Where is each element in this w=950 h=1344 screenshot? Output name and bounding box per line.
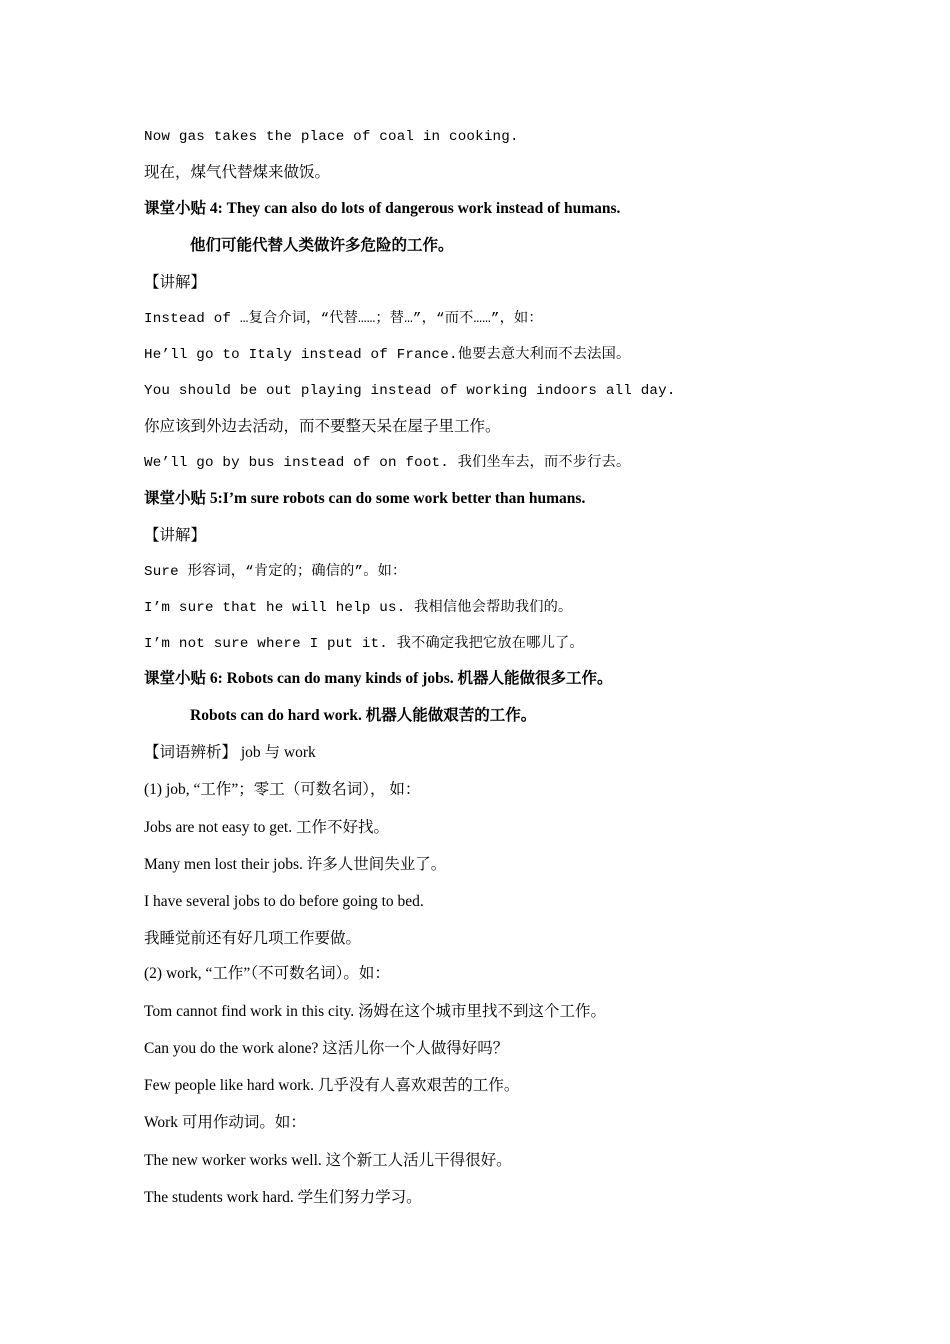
example-sentence: We’ll go by bus instead of on foot. 我们坐车去，而不步行去。: [144, 455, 631, 471]
lesson-tip-5: 课堂小贴 5:I’m sure robots can do some work better than humans.: [144, 490, 586, 507]
example-sentence: The students work hard. 学生们努力学习。: [144, 1189, 422, 1206]
example-sentence: I’m not sure where I put it. 我不确定我把它放在哪儿了。: [144, 636, 584, 652]
example-sentence: Few people like hard work. 几乎没有人喜欢艰苦的工作。: [144, 1077, 520, 1094]
explanation-heading: 【讲解】: [144, 527, 207, 544]
lesson-tip-4-translation: 他们可能代替人类做许多危险的工作。: [190, 237, 454, 254]
translation: 我睡觉前还有好几项工作要做。: [144, 930, 362, 947]
word-distinction-heading: 【词语辨析】 job 与 work: [144, 744, 316, 761]
explanation-heading: 【讲解】: [144, 274, 207, 291]
verb-usage-note: Work 可用作动词。如：: [144, 1114, 306, 1131]
lesson-tip-6: 课堂小贴 6: Robots can do many kinds of jobs. 机器人能做很多工作。: [144, 670, 613, 687]
definition-job: (1) job, “工作”；零工（可数名词）， 如：: [144, 781, 421, 798]
example-sentence: I’m sure that he will help us. 我相信他会帮助我们的。: [144, 600, 573, 616]
example-sentence: The new worker works well. 这个新工人活儿干得很好。: [144, 1152, 512, 1169]
lesson-tip-4: 课堂小贴 4: They can also do lots of dangerous work instead of humans.: [144, 200, 621, 217]
example-sentence: Now gas takes the place of coal in cooking.: [144, 129, 519, 145]
translation: 现在，煤气代替煤来做饭。: [144, 164, 331, 181]
example-sentence: Can you do the work alone? 这活儿你一个人做得好吗？: [144, 1040, 509, 1057]
example-sentence: I have several jobs to do before going to bed.: [144, 893, 424, 910]
translation: 你应该到外边去活动，而不要整天呆在屋子里工作。: [144, 418, 501, 435]
example-sentence: Jobs are not easy to get. 工作不好找。: [144, 819, 389, 836]
example-sentence: Tom cannot find work in this city. 汤姆在这个城市里找不到这个工作。: [144, 1003, 607, 1020]
example-sentence: Many men lost their jobs. 许多人世间失业了。: [144, 856, 447, 873]
explanation-text: Sure 形容词，“肯定的；确信的”。如：: [144, 564, 407, 580]
explanation-text: Instead of …复合介词，“代替……；替…”，“而不……”，如：: [144, 311, 543, 327]
lesson-tip-6-example: Robots can do hard work. 机器人能做艰苦的工作。: [190, 707, 537, 724]
example-sentence: You should be out playing instead of working indoors all day.: [144, 383, 676, 399]
definition-work: (2) work, “工作”（不可数名词）。如：: [144, 965, 390, 982]
example-sentence: He’ll go to Italy instead of France.他要去意大利而不去法国。: [144, 347, 631, 363]
